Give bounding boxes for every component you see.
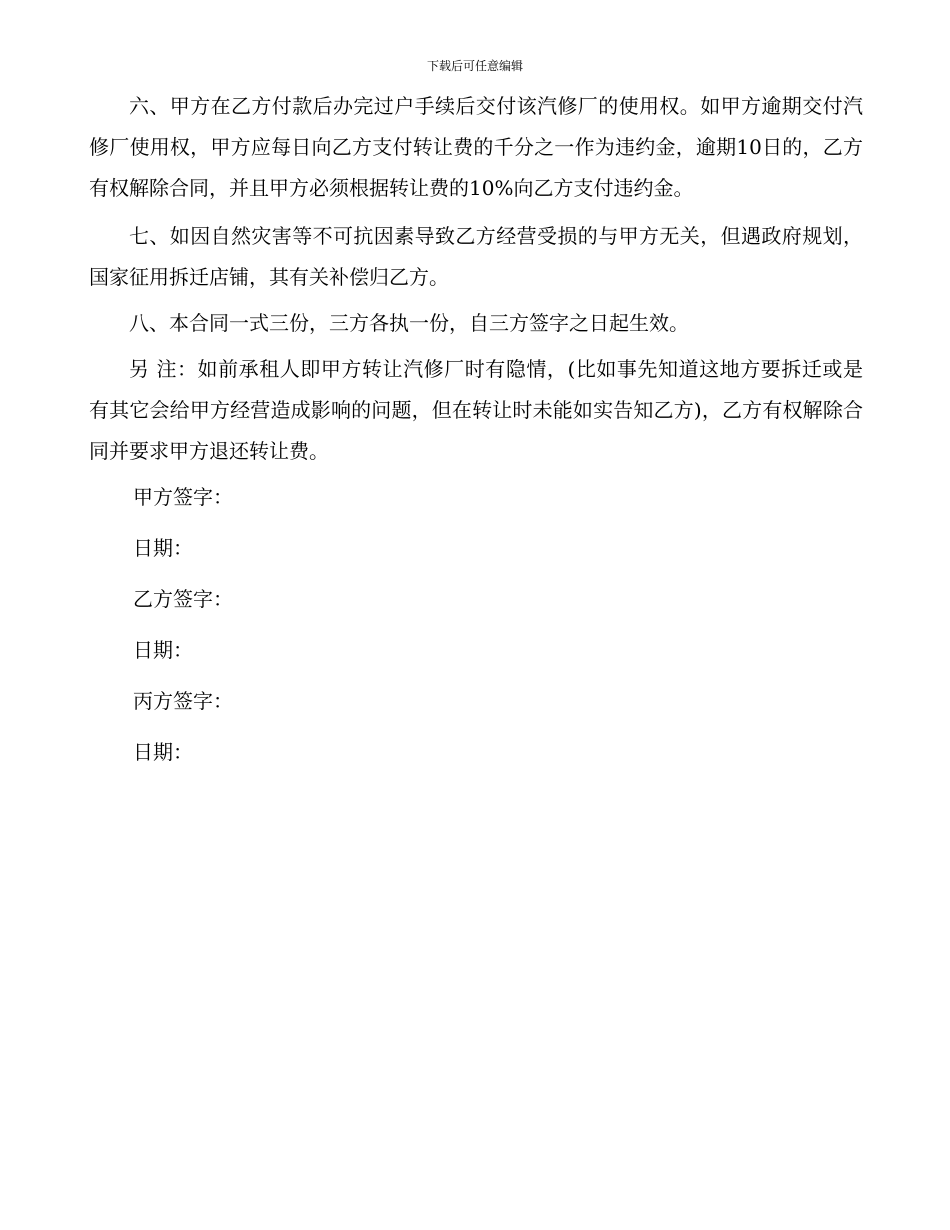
clause-eight: 八、本合同一式三份，三方各执一份，自三方签字之日起生效。 xyxy=(129,311,689,335)
additional-note: 另 注：如前承租人即甲方转让汽修厂时有隐情，(比如事先知道这地方要拆迁或是有其它会给甲方经营造成影响的问题，但在转让时未能如实告知乙方)，乙方有权解除合同并要求甲方退还转让费。 xyxy=(89,357,863,463)
party-c-signature-label: 丙方签字： xyxy=(133,689,233,713)
header-note: 下载后可任意编辑 xyxy=(426,59,523,73)
party-a-date-label: 日期： xyxy=(133,536,193,560)
party-b-signature-label: 乙方签字： xyxy=(133,587,233,611)
clause-six: 六、甲方在乙方付款后办完过户手续后交付该汽修厂的使用权。如甲方逾期交付汽修厂使用权，甲方应每日向乙方支付转让费的千分之一作为违约金，逾期10日的，乙方有权解除合同，并且甲方必须根据转让费的10%向乙方支付违约金。 xyxy=(89,94,863,200)
contract-body xyxy=(89,86,863,778)
signature-block xyxy=(89,472,863,778)
party-b-date-label: 日期： xyxy=(133,638,193,662)
clause-seven: 七、如因自然灾害等不可抗因素导致乙方经营受损的与甲方无关，但遇政府规划，国家征用拆迁店铺，其有关补偿归乙方。 xyxy=(89,224,863,289)
party-c-date-label: 日期： xyxy=(133,740,193,764)
party-a-signature-label: 甲方签字： xyxy=(133,485,233,509)
